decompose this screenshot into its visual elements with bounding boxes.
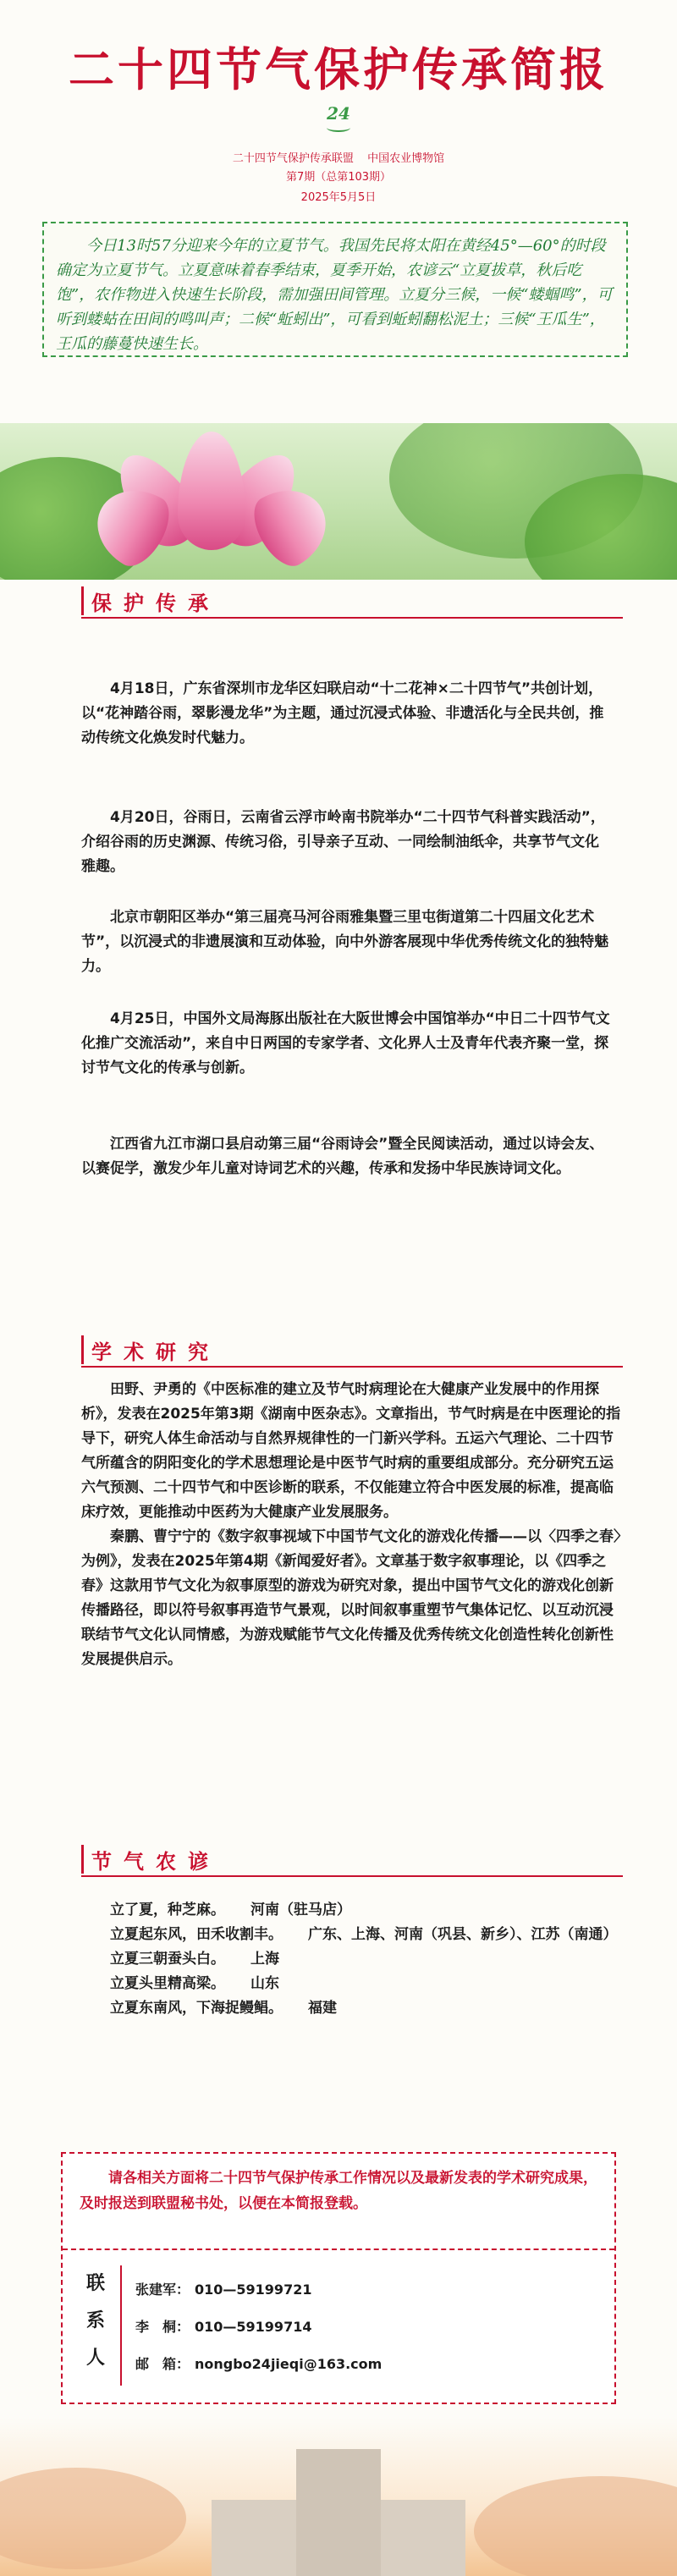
contact-value: 010—59199721 — [195, 2282, 312, 2298]
section-underline — [81, 1875, 623, 1877]
list-item — [81, 1898, 623, 1923]
protect-paragraph-2: 4月20日，谷雨日，云南省云浮市岭南书院举办“二十四节气科普实践活动”，介绍谷雨的历史渊源、传统习俗，引导亲子互动、一同绘制油纸伞，共享节气文化雅趣。 — [81, 809, 605, 875]
museum-tower-icon — [296, 2449, 381, 2576]
protect-paragraph-5: 江西省九江市湖口县启动第三届“谷雨诗会”暨全民阅读活动，通过以诗会友、以赛促学，激发少年儿童对诗词艺术的兴趣，传承和发扬中华民族诗词文化。 — [81, 1136, 604, 1177]
section-title-char: 传 — [156, 591, 188, 615]
section-title-char: 护 — [124, 591, 156, 615]
section-title-char: 究 — [188, 1340, 220, 1364]
cloud-icon — [474, 2476, 677, 2576]
proverb-text: 立夏起东风，田禾收割丰。 — [110, 1926, 283, 1943]
issuer-museum: 中国农业博物馆 — [367, 152, 445, 165]
intro-text: 今日13时57分迎来今年的立夏节气。我国先民将太阳在黄经45°—60°的时段确定为立夏节气。立夏意味着春季结束，夏季开始，农谚云“立夏拔草，秋后吃饱”，农作物进入快速生长阶段，需加强田间管理。立夏分三候，一候“蝼蝈鸣”，可听到蝼蛄在田间的鸣叫声；二候“蚯蚓出”，可看到蚯蚓翻松泥土；三候“王瓜生”，王瓜的藤蔓快速生长。 — [56, 237, 613, 353]
contact-value: nongbo24jieqi@163.com — [195, 2356, 383, 2372]
proverb-region: 广东、上海、河南（巩县、新乡）、江苏（南通） — [308, 1926, 618, 1943]
section-underline — [81, 617, 623, 619]
section-header-proverbs — [81, 1845, 623, 1880]
research-body — [81, 1378, 623, 1672]
list-item — [81, 1996, 623, 2021]
protect-paragraph-4: 4月25日，中国外文局海豚出版社在大阪世博会中国馆举办“中日二十四节气文化推广交流活动”，来自中日两国的专家学者、文化界人士及青年代表齐聚一堂，探讨节气文化的传承与创新。 — [81, 1010, 610, 1076]
proverb-region: 上海 — [250, 1951, 279, 1968]
contact-key: 李 桐： — [135, 2319, 190, 2335]
section-title-char: 术 — [124, 1340, 156, 1364]
protect-paragraph-3: 北京市朝阳区举办“第三届亮马河谷雨雅集暨三里屯街道第二十四届文化艺术节”，以沉浸式的非遗展演和互动体验，向中外游客展现中华优秀传统文化的独特魅力。 — [81, 909, 609, 975]
lotus-petal-icon — [178, 432, 245, 550]
proverb-region: 河南（驻马店） — [250, 1902, 351, 1918]
contact-key: 张建军： — [135, 2282, 190, 2298]
contact-value: 010—59199714 — [195, 2319, 312, 2335]
section-bar — [81, 586, 84, 615]
logo-number: 24 — [327, 103, 350, 124]
section-title — [91, 1335, 220, 1365]
proverb-region: 福建 — [308, 2000, 337, 2017]
section-bar — [81, 1335, 84, 1364]
section-header-protect — [81, 586, 623, 622]
protect-paragraph-1: 4月18日，广东省深圳市龙华区妇联启动“十二花神×二十四节气”共创计划，以“花神踏谷雨，翠影漫龙华”为主题，通过沉浸式体验、非遗活化与全民共创，推动传统文化焕发时代魅力。 — [81, 680, 604, 746]
logo-leaf-icon — [327, 124, 350, 132]
proverb-text: 立夏三朝蚕头白。 — [110, 1951, 225, 1968]
section-title-char: 学 — [91, 1340, 124, 1364]
cloud-icon — [0, 2468, 186, 2569]
contact-row — [135, 2279, 311, 2298]
section-title-char: 保 — [91, 591, 124, 615]
solar-terms-logo-icon — [320, 100, 357, 134]
divider — [120, 2265, 122, 2386]
proverb-list — [81, 1898, 623, 2021]
proverb-text: 立夏东南风，下海捉鳗鲳。 — [110, 2000, 283, 2017]
research-paragraph-2: 秦鹏、曹宁宁的《数字叙事视域下中国节气文化的游戏化传播——以〈四季之春〉为例》，发表在2025年第4期《新闻爱好者》。文章基于数字叙事理论，以《四季之春》这款用节气文化为叙事原型的游戏为研究对象，提出中国节气文化的游戏化创新传播路径，即以符号叙事再造节气景观，以时间叙事重塑节气集体记忆、以互动沉浸联结节气文化认同情感，为游戏赋能节气文化传播及优秀传统文化创造性转化创新性发展提供启示。 — [81, 1528, 621, 1668]
issue-number: 第7期（总第103期） — [285, 171, 392, 184]
notice-text: 请各相关方面将二十四节气保护传承工作情况以及最新发表的学术研究成果，及时报送到联盟秘书处，以便在本简报登载。 — [80, 2170, 597, 2212]
list-item — [81, 1923, 623, 1947]
research-paragraph-1: 田野、尹勇的《中医标准的建立及节气时病理论在大健康产业发展中的作用探析》，发表在2025年第3期《湖南中医杂志》。文章指出，节气时病是在中医理论的指导下，研究人体生命活动与自然界规律性的一门新兴学科。五运六气理论、二十四节气所蕴含的阴阳变化的学术思想理论是中医节气时病的重要组成部分。充分研究五运六气预测、二十四节气和中医诊断的联系，不仅能建立符合中医发展的标准，提高临床疗效，更能推动中医药为大健康产业发展服务。 — [81, 1381, 621, 1521]
section-bar — [81, 1845, 84, 1874]
contact-row — [135, 2353, 382, 2373]
footer-building-illustration — [0, 2417, 677, 2576]
list-item — [81, 1972, 623, 1996]
header — [0, 0, 677, 212]
list-item — [81, 1947, 623, 1972]
section-underline — [81, 1366, 623, 1368]
contact-key: 邮 箱： — [135, 2356, 190, 2372]
divider — [63, 2248, 614, 2250]
section-title-char: 承 — [188, 591, 220, 615]
issuers — [0, 149, 677, 165]
intro-box — [42, 222, 628, 357]
section-title-char: 农 — [156, 1849, 188, 1874]
section-title-char: 节 — [91, 1849, 124, 1874]
proverb-text: 立夏头里精高梁。 — [110, 1975, 225, 1992]
page-title: 二十四节气保护传承简报 — [69, 42, 608, 96]
section-title — [91, 1845, 220, 1874]
proverb-text: 立了夏，种芝麻。 — [110, 1902, 225, 1918]
section-title-char: 气 — [124, 1849, 156, 1874]
section-title — [91, 586, 220, 616]
issue-date: 2025年5月5日 — [300, 191, 377, 204]
section-title-char: 谚 — [188, 1849, 220, 1874]
section-title-char: 研 — [156, 1340, 188, 1364]
proverb-region: 山东 — [250, 1975, 279, 1992]
contact-label: 联系人 — [85, 2273, 105, 2369]
lotus-banner-image — [0, 423, 677, 580]
issuer-alliance: 二十四节气保护传承联盟 — [232, 152, 354, 165]
section-header-research — [81, 1335, 623, 1371]
contact-row — [135, 2316, 311, 2336]
notice-box — [61, 2152, 616, 2404]
